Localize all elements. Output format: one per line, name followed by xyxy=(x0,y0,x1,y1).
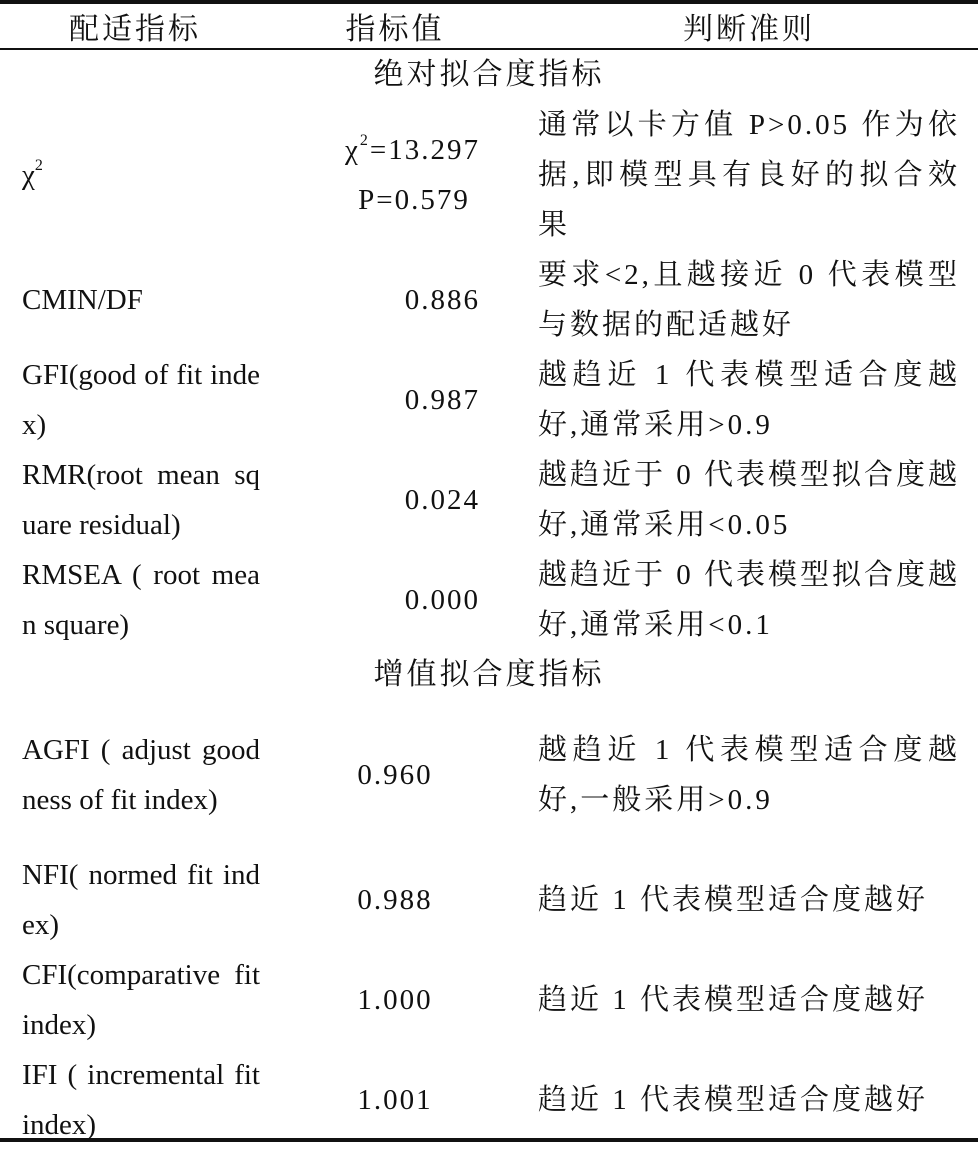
criterion-text: 通常以卡方值 P>0.05 作为依据,即模型具有良好的拟合效果 xyxy=(538,109,960,241)
header-criterion: 判断准则 xyxy=(520,4,978,49)
index-name: GFI(good of fit index) xyxy=(22,359,260,441)
fit-index-table xyxy=(0,4,978,1150)
section-row-absolute-fit xyxy=(0,49,978,100)
index-value: 0.988 xyxy=(357,884,433,916)
table-row xyxy=(0,850,978,950)
index-name: CFI(comparative fit index) xyxy=(22,959,260,1041)
index-name: IFI ( incremental fit index) xyxy=(22,1059,260,1141)
index-name: CMIN/DF xyxy=(22,284,143,316)
index-value: 0.024 xyxy=(404,484,480,516)
table-row xyxy=(0,950,978,1050)
table-row xyxy=(0,700,978,850)
table-row xyxy=(0,250,978,350)
criterion-text: 越趋近于 0 代表模型拟合度越好,通常采用<0.1 xyxy=(538,559,961,641)
index-value: $\chi^2=13.297$ P=0.579 xyxy=(345,132,480,216)
table-row xyxy=(0,1050,978,1150)
index-name: AGFI ( adjust goodness of fit index) xyxy=(22,734,260,816)
header-fit-index: 配适指标 xyxy=(0,4,270,49)
criterion-text: 要求<2,且越接近 0 代表模型与数据的配适越好 xyxy=(538,259,960,341)
criterion-text: 趋近 1 代表模型适合度越好 xyxy=(538,1084,929,1116)
criterion-text: 趋近 1 代表模型适合度越好 xyxy=(538,984,929,1016)
table-row xyxy=(0,550,978,650)
criterion-text: 越趋近 1 代表模型适合度越好,一般采用>0.9 xyxy=(538,734,960,816)
table-row xyxy=(0,450,978,550)
criterion-text: 越趋近于 0 代表模型拟合度越好,通常采用<0.05 xyxy=(538,459,961,541)
index-value: 1.001 xyxy=(357,1084,433,1116)
section-title: 增值拟合度指标 xyxy=(373,658,605,691)
index-value: 1.000 xyxy=(357,984,433,1016)
index-name: NFI( normed fit index) xyxy=(22,859,260,941)
section-row-incremental-fit xyxy=(0,650,978,700)
index-name: $\chi^2$ xyxy=(22,157,43,191)
criterion-text: 越趋近 1 代表模型适合度越好,通常采用>0.9 xyxy=(538,359,960,441)
table-header-row xyxy=(0,4,978,49)
table-row xyxy=(0,100,978,250)
index-value: 0.987 xyxy=(404,384,480,416)
table-row xyxy=(0,350,978,450)
header-index-value: 指标值 xyxy=(270,4,520,49)
section-title: 绝对拟合度指标 xyxy=(373,58,605,91)
index-value: 0.960 xyxy=(357,759,433,791)
index-value: 0.000 xyxy=(404,584,480,616)
index-name: RMR(root mean square residual) xyxy=(22,459,260,541)
index-value: 0.886 xyxy=(404,284,480,316)
index-name: RMSEA ( root mean square) xyxy=(22,559,260,641)
criterion-text: 趋近 1 代表模型适合度越好 xyxy=(538,884,929,916)
